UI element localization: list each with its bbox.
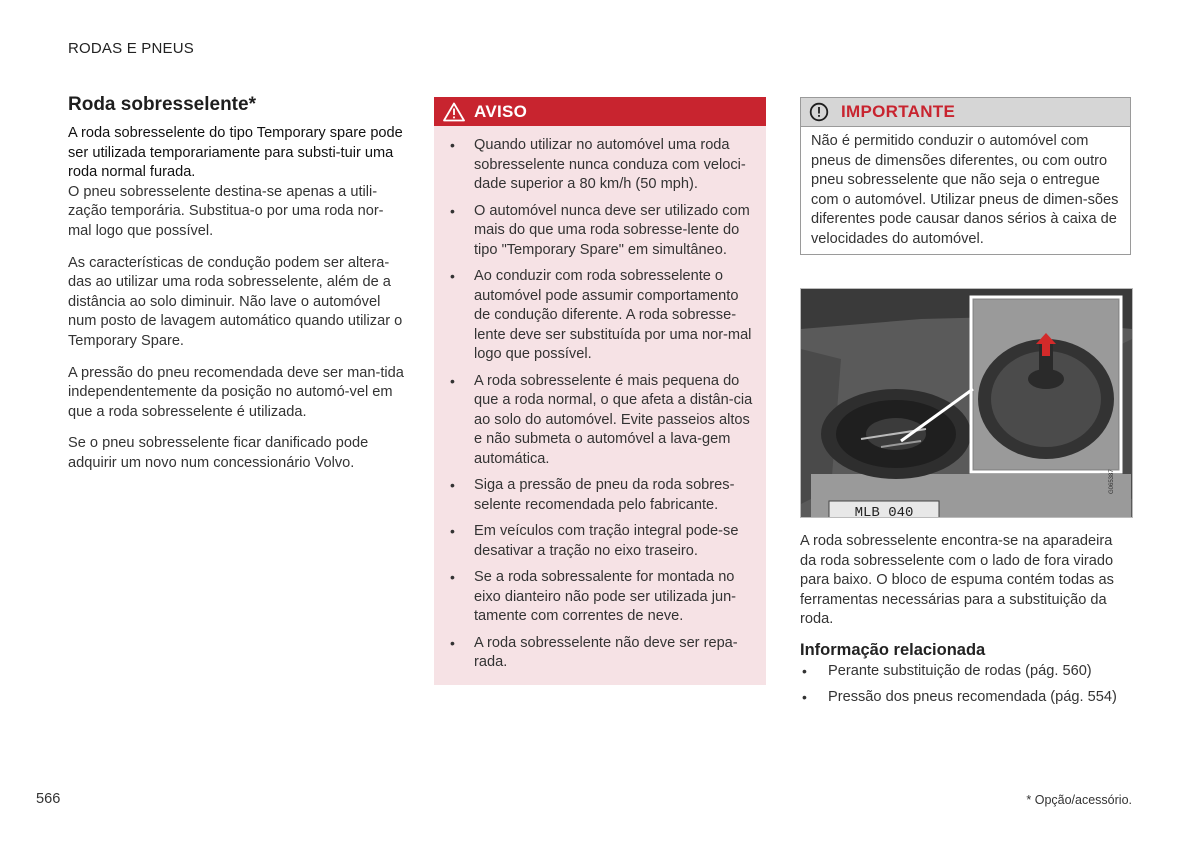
warning-title: AVISO	[474, 101, 528, 121]
list-item-text: Quando utilizar no automóvel uma roda sobresselente nunca conduza com veloci-dade superior a 80 km/h (50 mph).	[474, 137, 746, 192]
article-paragraph: Se o pneu sobresselente ficar danificado pode adquirir um novo num concessionário Volvo.	[68, 435, 369, 471]
bullet: •	[450, 137, 455, 153]
list-item	[446, 136, 754, 195]
warning-box	[434, 97, 766, 685]
related-item[interactable]	[800, 662, 1140, 682]
article-paragraph: As características de condução podem ser altera-das ao utilizar uma roda sobresselente, além de a distância ao solo diminuir. Não lave o automóvel num posto de lavagem automático quando utilizar o Temporary Spare.	[68, 254, 403, 349]
list-item	[446, 372, 754, 470]
bullet: •	[450, 268, 455, 284]
bullet: •	[450, 202, 455, 219]
list-item-text: Ao conduzir com roda sobresselente o automóvel pode assumir comportamento de condução diferente. A roda sobresse-lente deve ser substituída por uma nor-mal logo que possível.	[474, 268, 752, 362]
list-item-text: Em veículos com tração integral pode-se desativar a tração no eixo traseiro.	[474, 523, 739, 559]
warning-list	[434, 126, 766, 673]
figure-caption: A roda sobresselente encontra-se na aparadeira da roda sobresselente com o lado de fora virado para baixo. O bloco de espuma contém todas as ferramentas necessárias para a substituição da roda.	[800, 533, 1114, 627]
article-paragraph: O pneu sobresselente destina-se apenas a utili-zação temporária. Substitua-o por uma roda nor-mal logo que possível.	[68, 183, 384, 239]
list-item-text: A roda sobresselente é mais pequena do que a roda normal, o que afeta a distân-cia ao solo do automóvel. Evite passeios altos e não submeta o automóvel a lava-gem automática.	[474, 372, 753, 467]
list-item	[446, 476, 754, 515]
bullet: •	[450, 477, 455, 493]
list-item	[446, 568, 754, 627]
bullet: •	[450, 523, 455, 539]
figure-code: G065387	[1109, 469, 1115, 494]
warning-header	[434, 97, 766, 126]
bullet: •	[802, 688, 807, 705]
spare-wheel-photo	[800, 288, 1133, 518]
related-item-link[interactable]: Perante substituição de rodas (pág. 560)	[828, 663, 1092, 679]
article-column	[68, 94, 404, 486]
related-item-link[interactable]: Pressão dos pneus recomendada (pág. 554)	[828, 688, 1117, 705]
article-paragraph: A pressão do pneu recomendada deve ser man-tida independentemente da posição no automó-vel em que a roda sobresselente é utilizada.	[68, 364, 404, 420]
related-title: Informação relacionada	[800, 641, 986, 659]
list-item-text: O automóvel nunca deve ser utilizado com mais do que uma roda sobresse-lente do tipo "Temporary Spare" em simultâneo.	[474, 202, 750, 258]
list-item	[446, 522, 754, 561]
bullet: •	[450, 569, 455, 585]
bullet: •	[802, 663, 807, 679]
bullet: •	[450, 634, 455, 651]
list-item	[446, 267, 754, 365]
important-box	[800, 97, 1131, 255]
warning-triangle-icon	[443, 102, 465, 122]
list-item-text: A roda sobresselente não deve ser repa-rada.	[474, 634, 738, 670]
list-item	[446, 634, 754, 673]
footnote: * Opção/acessório.	[1026, 793, 1132, 807]
important-header	[801, 98, 1130, 127]
article-title: Roda sobresselente*	[68, 94, 256, 115]
list-item-text: Se a roda sobressalente for montada no eixo dianteiro não pode ser utilizada jun-tamente com correntes de neve.	[474, 569, 737, 624]
list-item-text: Siga a pressão de pneu da roda sobres-selente recomendada pelo fabricante.	[474, 477, 735, 513]
exclamation-circle-icon	[809, 102, 829, 122]
section-header: RODAS E PNEUS	[68, 40, 194, 57]
related-item[interactable]	[800, 688, 1140, 708]
important-title: IMPORTANTE	[841, 102, 956, 121]
article-lead: A roda sobresselente do tipo Temporary spare pode ser utilizada temporariamente para substi-tuir uma roda normal furada.	[68, 125, 403, 181]
trunk-illustration	[801, 289, 1132, 517]
related-list	[800, 662, 1140, 713]
page-number: 566	[36, 791, 61, 807]
license-plate: MLB 040	[854, 505, 914, 517]
list-item	[446, 202, 754, 261]
bullet: •	[450, 372, 455, 389]
important-text: Não é permitido conduzir o automóvel com pneus de dimensões diferentes, ou com outro pneu sobresselente que não seja o entregue com o automóvel. Utilizar pneus de dimen-sões diferentes pode causar danos sérios à caixa de velocidades do automóvel.	[811, 133, 1119, 247]
